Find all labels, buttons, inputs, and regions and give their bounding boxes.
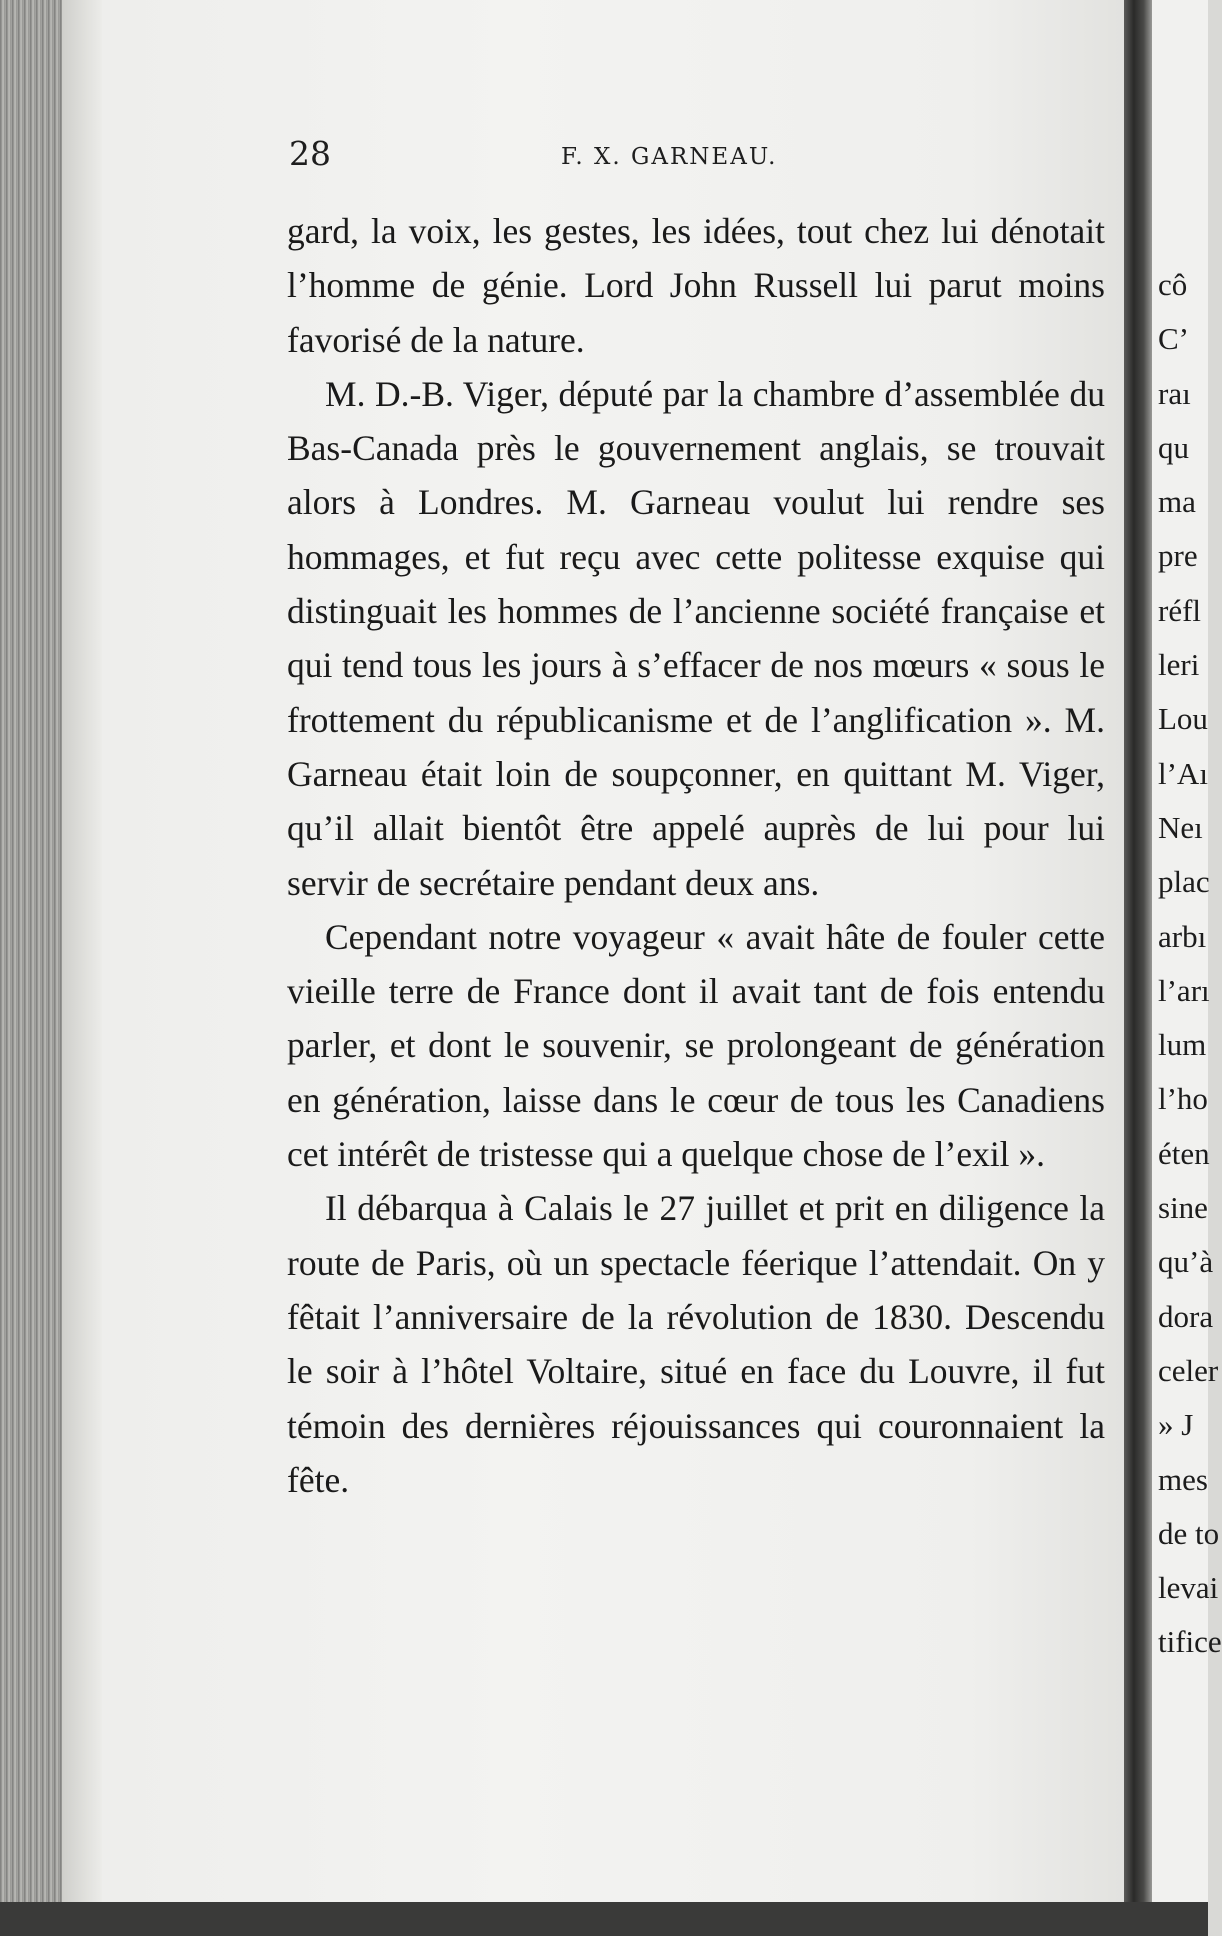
next-page-fragment: pre [1158,538,1198,574]
next-page-fragment: ma [1158,484,1196,520]
page-header [289,134,1109,178]
next-page-fragment: arbı [1158,918,1207,954]
next-page-fragment: l’ho [1158,1081,1208,1117]
book-gutter [1124,0,1152,1936]
next-page-fragment: qu’à [1158,1244,1214,1280]
paragraph-viger: M. D.-B. Viger, député par la chambre d’assemblée du Bas-Canada près le gouvernement anglais, se trouvait alors à Londres. M. Garneau voulut lui rendre ses hommages, et fut reçu avec cette politesse exquise qui distinguait les hommes de l’ancienne société française et qui tend tous les jours à s’effacer de nos mœurs « sous le frottement du républicanisme et de l’anglification ». M. Garneau était loin de soupçonner, en quittant M. Viger, qu’il allait bientôt être appelé auprès de lui pour lui servir de secrétaire pendant deux ans. [287,373,1105,903]
next-page-fragment: » J [1158,1407,1194,1443]
next-page-fragment: leri [1158,647,1200,683]
next-page-fragment: cô [1158,267,1188,302]
next-page-fragment: sine [1158,1190,1208,1226]
next-page-fragment: tifice [1158,1624,1222,1660]
running-title: F. X. GARNEAU. [561,144,778,170]
next-page-fragment: plac [1158,864,1210,900]
body-text [287,204,1105,1507]
paragraph-calais: Il débarqua à Calais le 27 juillet et prit en diligence la route de Paris, où un spectacle féerique l’attendait. On y fêtait l’anniversaire de la révolution de 1830. Descendu le soir à l’hôtel Voltaire, situé en face du Louvre, il fut témoin des dernières réjouissances qui couronnaient la fête. [287,1188,1105,1500]
next-page-fragment: levai [1158,1570,1219,1606]
next-page-fragment: Lou [1158,701,1208,737]
next-page-fragment: l’Aı [1158,755,1208,791]
page-number: 28 [289,134,331,173]
next-page-fragment: C’ [1158,321,1189,357]
next-page-fragment: mes [1158,1461,1208,1497]
next-page-sliver [1152,0,1222,1936]
next-page-fragment: qu [1158,429,1189,465]
next-page-fragment: l’arı [1158,972,1210,1008]
paragraph-continuation: gard, la voix, les gestes, les idées, tout chez lui dénotait l’homme de génie. Lord John Russell lui parut moins favorisé de la nature. [287,211,1105,360]
next-page-fragment: raı [1158,375,1191,411]
page-edge-shadow [62,0,102,1936]
next-page-fragment: dora [1158,1298,1214,1334]
next-page-fragment: Neı [1158,809,1203,845]
next-page-fragment: celer [1158,1352,1219,1388]
next-page-text [1158,258,1222,1670]
next-page-fragment: réfl [1158,592,1202,628]
paragraph-france: Cependant notre voyageur « avait hâte de fouler cette vieille terre de France dont il avait tant de fois entendu parler, et dont le souvenir, se prolongeant de génération en génération, laisse dans le cœur de tous les Canadiens cet intérêt de tristesse qui a quelque chose de l’exil ». [287,916,1105,1175]
scan-bottom-edge [0,1902,1208,1936]
page-stack-edge [0,0,62,1936]
next-page-fragment: de to [1158,1515,1220,1551]
next-page-fragment: éten [1158,1135,1210,1171]
next-page-fragment: lum [1158,1027,1207,1063]
